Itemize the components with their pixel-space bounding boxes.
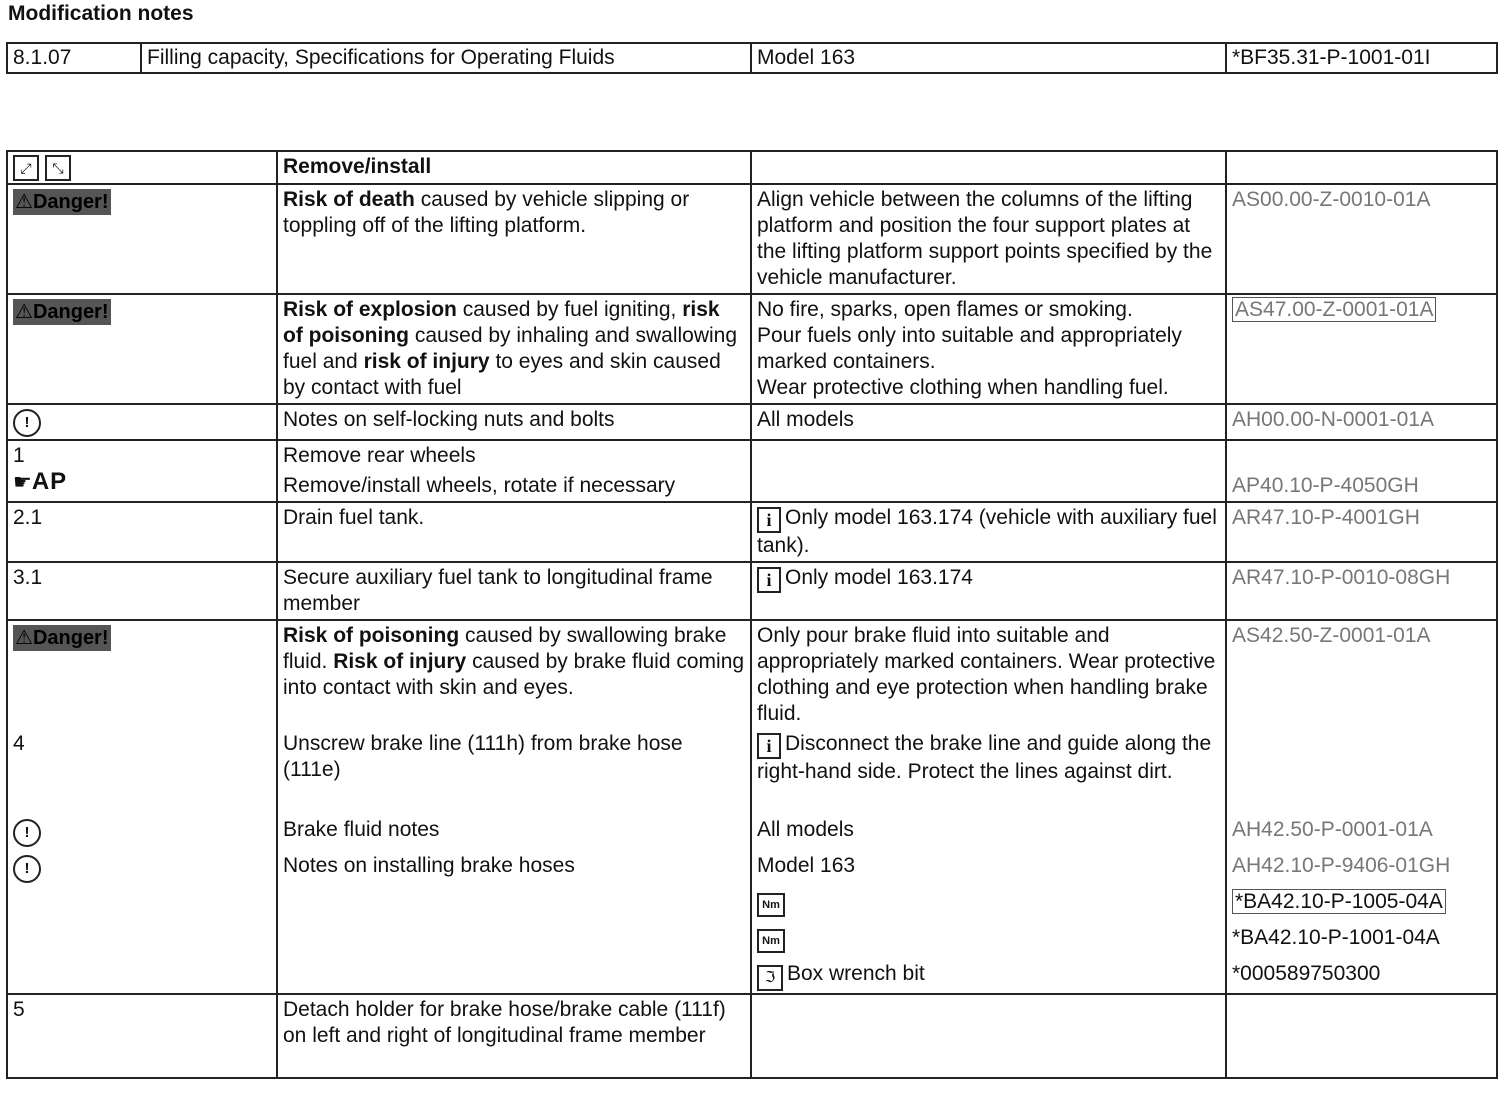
modification-description: Filling capacity, Specifications for Operating Fluids — [141, 43, 751, 73]
ref-link[interactable]: AP40.10-P-4050GH — [1232, 474, 1419, 497]
ref-link[interactable]: AS00.00-Z-0010-01A — [1226, 184, 1497, 294]
section-heading: Remove/install — [277, 151, 751, 184]
ref-link[interactable]: AS42.50-Z-0001-01A — [1232, 624, 1431, 647]
ref-link[interactable]: AH00.00-N-0001-01A — [1226, 404, 1497, 440]
info-icon: i — [757, 733, 781, 759]
note-circle-icon: ! — [13, 855, 41, 883]
danger-badge: ⚠Danger! — [15, 627, 109, 649]
warning-triangle-icon: ⚠ — [15, 627, 33, 649]
modification-table — [6, 42, 1498, 74]
table-row: 1 ☛AP Remove rear wheels Remove/install wheels, rotate if necessary AP40.10-P-4050GH — [7, 440, 1497, 502]
info-icon: i — [757, 507, 781, 533]
table-row: ⚠Danger! Risk of explosion caused by fuel igniting, risk of poisoning caused by inhaling and swallowing fuel and risk of injury to eyes and skin caused by contact with fuel No fire, sparks, open flames or smoking. Pour fuels only into suitable and appropriately marked containers. Wear protective clothing when handling fuel. AS47.00-Z-0001-01A — [7, 294, 1497, 404]
modification-ref[interactable]: *BF35.31-P-1001-01I — [1226, 43, 1497, 73]
ref-link[interactable]: *000589750300 — [1232, 962, 1381, 985]
table-row: 5 Detach holder for brake hose/brake cable (111f) on left and right of longitudinal frame member — [7, 994, 1497, 1078]
procedure-table — [6, 150, 1498, 1079]
ref-link[interactable]: AS47.00-Z-0001-01A — [1232, 297, 1436, 322]
note-circle-icon: ! — [13, 819, 41, 847]
ref-link[interactable]: AH42.50-P-0001-01A — [1232, 818, 1433, 841]
wrench-icon: ℑ — [757, 965, 783, 991]
warning-triangle-icon: ⚠ — [15, 301, 33, 323]
danger-badge: ⚠Danger! — [15, 191, 109, 213]
ref-link[interactable]: AR47.10-P-4001GH — [1226, 502, 1497, 562]
icon-cell — [7, 151, 277, 184]
note-circle-icon: ! — [13, 409, 41, 437]
modification-date: 8.1.07 — [7, 43, 141, 73]
table-row: ! Notes on self-locking nuts and bolts All models AH00.00-N-0001-01A — [7, 404, 1497, 440]
torque-icon: Nm — [757, 893, 785, 917]
ref-link[interactable]: *BA42.10-P-1001-04A — [1232, 926, 1440, 949]
table-row: ⚠Danger! Risk of death caused by vehicle slipping or toppling off of the lifting platform. Align vehicle between the columns of the lifting platform and position the four support plates at the lifting platform support points specified by the vehicle manufacturer. AS00.00-Z-0010-01A — [7, 184, 1497, 294]
ref-link[interactable]: AH42.10-P-9406-01GH — [1232, 854, 1451, 877]
modification-row — [7, 43, 1497, 73]
table-row: 2.1 Drain fuel tank. i Only model 163.174 (vehicle with auxiliary fuel tank). AR47.10-P-4001GH — [7, 502, 1497, 562]
collapse-icon[interactable]: ⤡ — [45, 155, 71, 181]
table-row: 3.1 Secure auxiliary fuel tank to longitudinal frame member i Only model 163.174 AR47.10-P-0010-08GH — [7, 562, 1497, 620]
table-header-row — [7, 151, 1497, 184]
expand-icon[interactable]: ⤢ — [13, 155, 39, 181]
ref-link[interactable]: *BA42.10-P-1005-04A — [1232, 889, 1446, 914]
page-title: Modification notes — [8, 2, 194, 25]
info-icon: i — [757, 567, 781, 593]
danger-badge: ⚠Danger! — [15, 301, 109, 323]
table-row: ⚠Danger! 4 ! ! Risk of poisoning caused by swallowing brake fluid. Risk of injury caused by brake fluid coming into contact with skin and eyes. Unscrew brake line (111h) from brake hose (111e) Brake fluid notes Notes on installing brake hoses Only pour brake fluid into suitable and appropriately marked containers. Wear protective clothing and eye protection when handling brake fluid. i Disconnect the brake line and guide along the right-hand side. Protect the lines against dirt. All models Model 163 Nm Nm ℑ Box wrench bit AS42.50-Z-0001-01A AH42.50-P-0001-01A AH42.10-P-9406-01GH *BA42.10-P-1005-04A *BA42.10-P-1001-04A *000589750300 — [7, 620, 1497, 994]
modification-model: Model 163 — [751, 43, 1226, 73]
torque-icon: Nm — [757, 929, 785, 953]
warning-triangle-icon: ⚠ — [15, 191, 33, 213]
ref-link[interactable]: AR47.10-P-0010-08GH — [1226, 562, 1497, 620]
hand-pointer-icon: ☛ — [13, 471, 32, 494]
